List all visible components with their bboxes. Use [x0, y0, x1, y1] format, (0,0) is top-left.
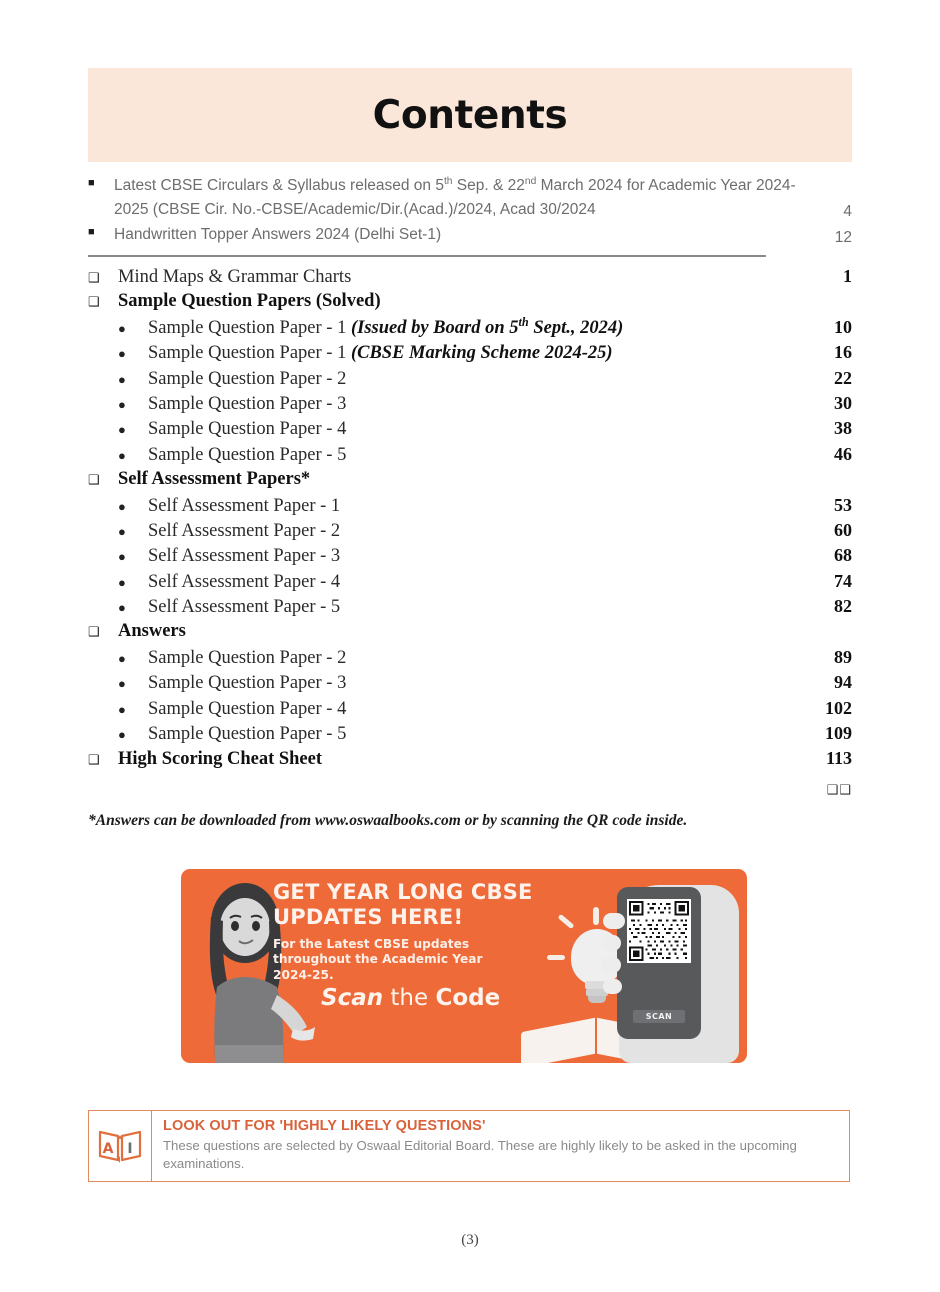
- toc-subitem-row[interactable]: [88, 368, 852, 393]
- toc-item-label: Sample Question Paper - 4: [148, 698, 347, 719]
- finger: [603, 979, 622, 994]
- toc-subitem-row[interactable]: [88, 596, 852, 621]
- hollow-square-bullet-icon: [88, 295, 118, 308]
- toc-page-number: 89: [834, 646, 852, 667]
- toc-page-number: 113: [825, 748, 852, 769]
- phone-body: [617, 887, 701, 1039]
- toc-page-number: 53: [834, 494, 852, 515]
- toc-section-row[interactable]: [88, 748, 852, 773]
- scan-the-code-label: Scan the Code: [321, 985, 501, 1011]
- toc-item-label: Sample Question Paper - 2: [148, 647, 347, 668]
- table-of-contents: [88, 266, 852, 774]
- filled-circle-bullet-icon: [118, 703, 148, 716]
- toc-page-number: 60: [834, 519, 852, 540]
- filled-circle-bullet-icon: [118, 677, 148, 690]
- svg-text:A: A: [102, 1141, 114, 1157]
- notice-item: [88, 223, 852, 247]
- qr-code-icon[interactable]: [627, 899, 691, 963]
- filled-circle-bullet-icon: [118, 652, 148, 665]
- toc-item-label: Mind Maps & Grammar Charts: [118, 267, 352, 287]
- finger: [603, 913, 625, 929]
- filled-circle-bullet-icon: [118, 398, 148, 411]
- toc-page-number: 30: [834, 392, 852, 413]
- toc-item-label: Sample Question Paper - 1 (CBSE Marking Scheme 2024-25): [148, 343, 613, 364]
- banner-heading: GET YEAR LONG CBSE UPDATES HERE!: [273, 880, 533, 929]
- end-of-contents-marker: ❑❑: [826, 782, 852, 797]
- filled-square-bullet-icon: [88, 174, 114, 189]
- toc-item-label: Sample Question Paper - 1 (Issued by Board on 5th Sept., 2024): [148, 314, 624, 338]
- filled-circle-bullet-icon: [118, 576, 148, 589]
- hollow-square-bullet-icon: [88, 473, 118, 486]
- toc-subitem-row[interactable]: [88, 647, 852, 672]
- toc-item-label: Self Assessment Paper - 2: [148, 520, 341, 541]
- toc-item-label: Sample Question Papers (Solved): [118, 291, 381, 312]
- toc-page-number: 22: [834, 367, 852, 388]
- toc-item-label: Self Assessment Paper - 3: [148, 546, 341, 567]
- toc-section-row[interactable]: [88, 469, 852, 494]
- toc-page-number: 16: [834, 342, 852, 363]
- toc-subitem-row[interactable]: [88, 418, 852, 443]
- filled-circle-bullet-icon: [118, 525, 148, 538]
- toc-page-number: 82: [834, 596, 852, 617]
- callout-title: LOOK OUT FOR 'HIGHLY LIKELY QUESTIONS': [163, 1118, 486, 1134]
- footnote-text: *Answers can be downloaded from www.oswaalbooks.com or by scanning the QR code inside.: [88, 812, 688, 829]
- filled-circle-bullet-icon: [118, 728, 148, 741]
- cbse-updates-promo-banner[interactable]: [181, 869, 747, 1063]
- banner-text-block: [273, 880, 553, 983]
- toc-item-label: Sample Question Paper - 4: [148, 419, 347, 440]
- superscript-th: th: [443, 175, 453, 187]
- toc-page-number: 102: [825, 697, 852, 718]
- toc-section-row[interactable]: [88, 266, 852, 291]
- banner-subheading: For the Latest CBSE updates throughout the Academic Year 2024-25.: [273, 936, 483, 982]
- notice-item: [88, 174, 852, 221]
- superscript-th: th: [518, 314, 529, 329]
- toc-section-row[interactable]: [88, 621, 852, 646]
- callout-body: [152, 1111, 849, 1181]
- toc-page-number: 1: [843, 266, 852, 286]
- toc-item-label: Sample Question Paper - 5: [148, 724, 347, 745]
- toc-subitem-row[interactable]: [88, 444, 852, 469]
- callout-icon-cell: [89, 1111, 152, 1181]
- toc-subitem-row[interactable]: [88, 314, 852, 342]
- filled-circle-bullet-icon: [118, 500, 148, 513]
- filled-square-bullet-icon: [88, 223, 114, 238]
- toc-subitem-row[interactable]: [88, 495, 852, 520]
- toc-item-label: Sample Question Paper - 5: [148, 444, 347, 465]
- filled-circle-bullet-icon: [118, 373, 148, 386]
- filled-circle-bullet-icon: [118, 449, 148, 462]
- toc-subitem-row[interactable]: [88, 342, 852, 367]
- toc-item-label: Self Assessment Paper - 4: [148, 571, 341, 592]
- ai-open-book-icon: [97, 1127, 143, 1165]
- page-title: Contents: [372, 92, 568, 138]
- toc-subitem-row[interactable]: [88, 698, 852, 723]
- filled-circle-bullet-icon: [118, 347, 148, 360]
- toc-section-row[interactable]: [88, 291, 852, 316]
- filled-circle-bullet-icon: [118, 550, 148, 563]
- toc-item-label: Self Assessment Paper - 5: [148, 597, 341, 618]
- contents-header-band: [88, 68, 852, 162]
- toc-page-number: 10: [834, 316, 852, 337]
- notice-item-text: Handwritten Topper Answers 2024 (Delhi Set-1): [114, 226, 442, 244]
- toc-subitem-row[interactable]: [88, 723, 852, 748]
- toc-item-label: Sample Question Paper - 3: [148, 393, 347, 414]
- hand-holding-phone-illustration: [601, 869, 741, 1063]
- section-divider: [88, 255, 766, 257]
- notice-list: [88, 174, 852, 249]
- toc-item-label: Sample Question Paper - 3: [148, 673, 347, 694]
- notice-item-text: Latest CBSE Circulars & Syllabus released on 5th Sep. & 22nd March 2024 for Academic Year 2024-2025 (CBSE Cir. No.-CBSE/Academic/Dir.(Acad.)/2024, Acad 30/2024: [114, 175, 796, 218]
- svg-text:I: I: [127, 1141, 133, 1157]
- page-number: (3): [461, 1232, 479, 1248]
- toc-page-number: 38: [834, 418, 852, 439]
- toc-subitem-row[interactable]: [88, 672, 852, 697]
- hollow-square-bullet-icon: [88, 271, 118, 284]
- hollow-square-bullet-icon: [88, 753, 118, 766]
- notice-page-number: 4: [843, 203, 852, 221]
- notice-page-number: 12: [834, 228, 852, 246]
- toc-item-label: Answers: [118, 621, 186, 642]
- toc-subitem-row[interactable]: [88, 393, 852, 418]
- toc-page-number: 68: [834, 545, 852, 566]
- toc-item-label: Self Assessment Paper - 1: [148, 495, 341, 516]
- toc-item-label: Sample Question Paper - 2: [148, 368, 347, 389]
- scan-button[interactable]: SCAN: [633, 1010, 685, 1023]
- hollow-square-bullet-icon: [88, 625, 118, 638]
- finger: [601, 935, 621, 951]
- callout-description: These questions are selected by Oswaal Editorial Board. These are highly likely to be asked in the upcoming examinations.: [163, 1138, 797, 1172]
- toc-page-number: 94: [834, 672, 852, 693]
- toc-page-number: 74: [834, 570, 852, 591]
- finger: [601, 957, 621, 973]
- filled-circle-bullet-icon: [118, 322, 148, 335]
- highly-likely-questions-callout: [88, 1110, 850, 1182]
- toc-subitem-row[interactable]: [88, 545, 852, 570]
- toc-item-note: (Issued by Board on 5th Sept., 2024): [350, 314, 624, 338]
- toc-page-number: 46: [834, 443, 852, 464]
- filled-circle-bullet-icon: [118, 423, 148, 436]
- toc-subitem-row[interactable]: [88, 520, 852, 545]
- toc-subitem-row[interactable]: [88, 571, 852, 596]
- toc-item-label: High Scoring Cheat Sheet: [118, 749, 323, 770]
- toc-page-number: 109: [825, 723, 852, 744]
- toc-item-label: Self Assessment Papers*: [118, 469, 311, 490]
- filled-circle-bullet-icon: [118, 601, 148, 614]
- superscript-nd: nd: [524, 175, 537, 187]
- toc-item-note: (CBSE Marking Scheme 2024-25): [350, 343, 613, 364]
